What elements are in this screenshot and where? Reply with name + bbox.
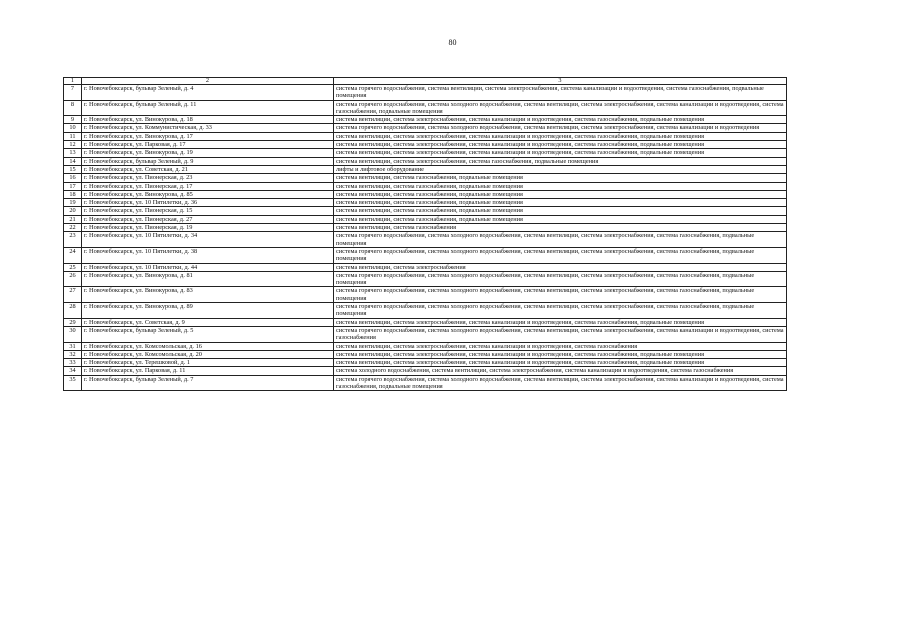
systems-cell: система горячего водоснабжения, система холодного водоснабжения, система вентиляции, система электроснабжения, система газоснабжения, подвальные помещения [334, 287, 787, 303]
row-number-cell: 24 [64, 247, 82, 263]
row-number-cell: 17 [64, 182, 82, 190]
address-cell: г. Новочебоксарск, ул. Пионерская, д. 19 [82, 224, 334, 232]
address-cell: г. Новочебоксарск, бульвар Зеленый, д. 4 [82, 85, 334, 101]
address-cell: г. Новочебоксарск, ул. Комсомольская, д. 20 [82, 350, 334, 358]
row-number-cell: 25 [64, 263, 82, 271]
table-row [64, 263, 787, 271]
row-number-cell: 29 [64, 318, 82, 326]
systems-cell: система горячего водоснабжения, система холодного водоснабжения, система вентиляции, система электроснабжения, система канализации и водоотведения, система газоснабжения [334, 326, 787, 342]
table-row [64, 326, 787, 342]
address-cell: г. Новочебоксарск, ул. Винокурова, д. 19 [82, 149, 334, 157]
systems-cell: лифты и лифтовое оборудование [334, 165, 787, 173]
address-cell: г. Новочебоксарск, ул. Комсомольская, д. 16 [82, 342, 334, 350]
address-cell: г. Новочебоксарск, ул. 10 Пятилетки, д. 44 [82, 263, 334, 271]
systems-cell: система вентиляции, система электроснабжения, система канализации и водоотведения, система газоснабжения [334, 342, 787, 350]
table-row [64, 165, 787, 173]
table-row [64, 199, 787, 207]
table-row [64, 215, 787, 223]
systems-cell: система вентиляции, система газоснабжения, подвальные помещения [334, 199, 787, 207]
address-cell: г. Новочебоксарск, бульвар Зеленый, д. 5 [82, 326, 334, 342]
systems-cell: система вентиляции, система электроснабжения, система газоснабжения, подвальные помещения [334, 157, 787, 165]
row-number-cell: 35 [64, 375, 82, 391]
address-cell: г. Новочебоксарск, ул. Винокурова, д. 89 [82, 303, 334, 319]
systems-cell: система горячего водоснабжения, система холодного водоснабжения, система вентиляции, система электроснабжения, система канализации и водоотведения, система газоснабжения, подвальные помещения [334, 100, 787, 116]
systems-cell: система холодного водоснабжения, система вентиляции, система электроснабжения, система канализации и водоотведения, система газоснабжения [334, 367, 787, 375]
table-row [64, 224, 787, 232]
address-cell: г. Новочебоксарск, бульвар Зеленый, д. 11 [82, 100, 334, 116]
table-row [64, 100, 787, 116]
systems-cell: система горячего водоснабжения, система холодного водоснабжения, система вентиляции, система электроснабжения, система газоснабжения, подвальные помещения [334, 232, 787, 248]
row-number-cell: 32 [64, 350, 82, 358]
systems-cell: система вентиляции, система электроснабжения, система канализации и водоотведения, система газоснабжения, подвальные помещения [334, 318, 787, 326]
buildings-table [63, 77, 787, 391]
table-row [64, 287, 787, 303]
address-cell: г. Новочебоксарск, ул. Советская, д. 21 [82, 165, 334, 173]
row-number-cell: 10 [64, 124, 82, 132]
systems-cell: система вентиляции, система газоснабжения, подвальные помещения [334, 207, 787, 215]
systems-cell: система горячего водоснабжения, система холодного водоснабжения, система вентиляции, система электроснабжения, система газоснабжения, подвальные помещения [334, 303, 787, 319]
row-number-cell: 9 [64, 116, 82, 124]
table-body [64, 78, 787, 391]
row-number-cell: 19 [64, 199, 82, 207]
address-cell: г. Новочебоксарск, ул. Советская, д. 9 [82, 318, 334, 326]
row-number-cell: 18 [64, 190, 82, 198]
table-row [64, 350, 787, 358]
address-cell: г. Новочебоксарск, ул. Парковая, д. 11 [82, 367, 334, 375]
table-row [64, 149, 787, 157]
column-header-3: 3 [334, 78, 787, 85]
address-cell: г. Новочебоксарск, ул. 10 Пятилетки, д. 38 [82, 247, 334, 263]
table-row [64, 141, 787, 149]
address-cell: г. Новочебоксарск, бульвар Зеленый, д. 7 [82, 375, 334, 391]
address-cell: г. Новочебоксарск, ул. Винокурова, д. 83 [82, 287, 334, 303]
address-cell: г. Новочебоксарск, ул. Пионерская, д. 27 [82, 215, 334, 223]
systems-cell: система вентиляции, система газоснабжения [334, 224, 787, 232]
systems-cell: система вентиляции, система газоснабжения, подвальные помещения [334, 190, 787, 198]
row-number-cell: 13 [64, 149, 82, 157]
row-number-cell: 34 [64, 367, 82, 375]
row-number-cell: 22 [64, 224, 82, 232]
systems-cell: система вентиляции, система электроснабжения, система канализации и водоотведения, система газоснабжения, подвальные помещения [334, 149, 787, 157]
row-number-cell: 27 [64, 287, 82, 303]
row-number-cell: 30 [64, 326, 82, 342]
address-cell: г. Новочебоксарск, ул. Пионерская, д. 23 [82, 174, 334, 182]
row-number-cell: 33 [64, 359, 82, 367]
systems-cell: система вентиляции, система электроснабжения, система канализации и водоотведения, система газоснабжения, подвальные помещения [334, 350, 787, 358]
address-cell: г. Новочебоксарск, ул. Винокурова, д. 18 [82, 116, 334, 124]
systems-cell: система вентиляции, система электроснабжения, система канализации и водоотведения, система газоснабжения, подвальные помещения [334, 132, 787, 140]
row-number-cell: 20 [64, 207, 82, 215]
table-row [64, 190, 787, 198]
table-row [64, 207, 787, 215]
page-number: 80 [448, 38, 457, 47]
row-number-cell: 15 [64, 165, 82, 173]
address-cell: г. Новочебоксарск, ул. Винокурова, д. 85 [82, 190, 334, 198]
table-row [64, 318, 787, 326]
address-cell: г. Новочебоксарск, ул. 10 Пятилетки, д. 36 [82, 199, 334, 207]
row-number-cell: 31 [64, 342, 82, 350]
row-number-cell: 8 [64, 100, 82, 116]
row-number-cell: 23 [64, 232, 82, 248]
table-row [64, 342, 787, 350]
systems-cell: система вентиляции, система электроснабжения, система канализации и водоотведения, система газоснабжения, подвальные помещения [334, 359, 787, 367]
systems-cell: система вентиляции, система электроснабжения [334, 263, 787, 271]
address-cell: г. Новочебоксарск, ул. Пионерская, д. 17 [82, 182, 334, 190]
systems-cell: система вентиляции, система электроснабжения, система канализации и водоотведения, система газоснабжения, подвальные помещения [334, 116, 787, 124]
table-row [64, 124, 787, 132]
row-number-cell: 7 [64, 85, 82, 101]
row-number-cell: 14 [64, 157, 82, 165]
systems-cell: система горячего водоснабжения, система холодного водоснабжения, система вентиляции, система электроснабжения, система канализации и водоотведения [334, 124, 787, 132]
systems-cell: система горячего водоснабжения, система вентиляции, система электроснабжения, система канализации и водоотведения, система газоснабжения, подвальные помещения [334, 85, 787, 101]
row-number-cell: 11 [64, 132, 82, 140]
systems-cell: система горячего водоснабжения, система холодного водоснабжения, система вентиляции, система электроснабжения, система канализации и водоотведения, система газоснабжения, подвальные помещения [334, 375, 787, 391]
table-row [64, 232, 787, 248]
table-row [64, 174, 787, 182]
address-cell: г. Новочебоксарск, ул. Пионерская, д. 15 [82, 207, 334, 215]
row-number-cell: 21 [64, 215, 82, 223]
systems-cell: система вентиляции, система газоснабжения, подвальные помещения [334, 215, 787, 223]
systems-cell: система вентиляции, система электроснабжения, система канализации и водоотведения, система газоснабжения, подвальные помещения [334, 141, 787, 149]
address-cell: г. Новочебоксарск, ул. Винокурова, д. 81 [82, 271, 334, 287]
table-row [64, 85, 787, 101]
table-row [64, 303, 787, 319]
systems-cell: система вентиляции, система газоснабжения, подвальные помещения [334, 174, 787, 182]
table-row [64, 271, 787, 287]
column-header-2: 2 [82, 78, 334, 85]
row-number-cell: 12 [64, 141, 82, 149]
table-row [64, 359, 787, 367]
address-cell: г. Новочебоксарск, ул. Парковая, д. 17 [82, 141, 334, 149]
address-cell: г. Новочебоксарск, ул. Терешковой, д. 1 [82, 359, 334, 367]
table-row [64, 247, 787, 263]
systems-cell: система горячего водоснабжения, система холодного водоснабжения, система вентиляции, система электроснабжения, система газоснабжения, подвальные помещения [334, 247, 787, 263]
address-cell: г. Новочебоксарск, бульвар Зеленый, д. 9 [82, 157, 334, 165]
column-number-row [64, 78, 787, 85]
table-row [64, 157, 787, 165]
row-number-cell: 28 [64, 303, 82, 319]
systems-cell: система горячего водоснабжения, система холодного водоснабжения, система вентиляции, система электроснабжения, система газоснабжения, подвальные помещения [334, 271, 787, 287]
systems-cell: система вентиляции, система газоснабжения, подвальные помещения [334, 182, 787, 190]
row-number-cell: 16 [64, 174, 82, 182]
address-cell: г. Новочебоксарск, ул. Винокурова, д. 17 [82, 132, 334, 140]
address-cell: г. Новочебоксарск, ул. 10 Пятилетки, д. 34 [82, 232, 334, 248]
table-row [64, 367, 787, 375]
table-row [64, 132, 787, 140]
table-row [64, 375, 787, 391]
table-row [64, 116, 787, 124]
column-header-1: 1 [64, 78, 82, 85]
row-number-cell: 26 [64, 271, 82, 287]
table-row [64, 182, 787, 190]
address-cell: г. Новочебоксарск, ул. Коммунистическая, д. 33 [82, 124, 334, 132]
